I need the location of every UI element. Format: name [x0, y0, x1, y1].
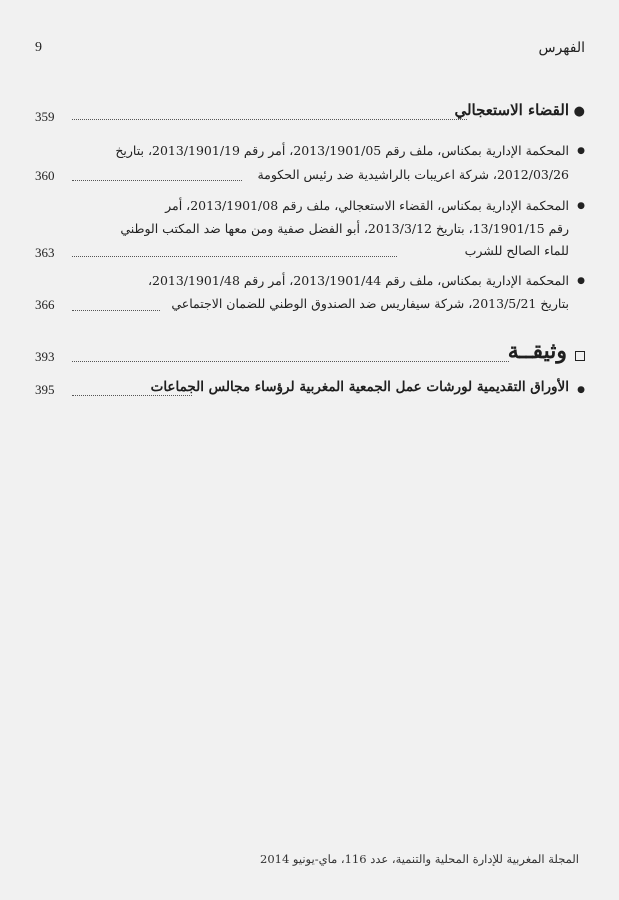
- toc-leader-dots: [72, 180, 242, 181]
- toc-leader-dots: [72, 119, 467, 120]
- checkbox-square-icon: [575, 351, 585, 361]
- toc-entry-title: الأوراق التقديمية لورشات عمل الجمعية المغربية لرؤساء مجالس الجماعات: [150, 379, 569, 395]
- page-number: 9: [35, 40, 42, 55]
- toc-leader-dots: [72, 395, 192, 396]
- toc-entry-line: بتاريخ 2013/5/21، شركة سيفاريس ضد الصندوق الوطني للضمان الاجتماعي: [171, 296, 569, 311]
- toc-page-number: 359: [35, 109, 55, 124]
- toc-entry-line: المحكمة الإدارية بمكناس، القضاء الاستعجالي، ملف رقم 2013/1901/08، أمر: [165, 198, 569, 213]
- toc-page-number: 360: [35, 168, 55, 183]
- toc-leader-dots: [72, 310, 160, 311]
- entry-bullet-icon: ●: [577, 276, 585, 286]
- section-bullet-icon: ●: [573, 104, 585, 119]
- toc-page-number: 363: [35, 245, 55, 260]
- toc-leader-dots: [72, 361, 509, 362]
- toc-leader-dots: [72, 256, 397, 257]
- section-heading-urgent-judiciary: القضاء الاستعجالي: [454, 101, 569, 119]
- entry-bullet-icon: ●: [577, 146, 585, 156]
- toc-page-number: 366: [35, 297, 55, 312]
- toc-entry-line: رقم 13/1901/15، بتاريخ 2013/3/12، أبو الفضل صفية ومن معها ضد المكتب الوطني: [120, 221, 569, 236]
- toc-entry-line: المحكمة الإدارية بمكناس، ملف رقم 2013/1901/05، أمر رقم 2013/1901/19، بتاريخ: [115, 143, 569, 158]
- toc-entry-line: للماء الصالح للشرب: [464, 243, 569, 258]
- toc-page-number: 393: [35, 349, 55, 364]
- section-heading-document: وثيقــة: [507, 338, 567, 364]
- running-header-title: الفهرس: [538, 40, 585, 56]
- toc-page-number: 395: [35, 382, 55, 397]
- toc-entry-line: المحكمة الإدارية بمكناس، ملف رقم 2013/1901/44، أمر رقم 2013/1901/48،: [147, 273, 569, 288]
- entry-bullet-icon: ●: [577, 385, 585, 395]
- journal-footer: المجلة المغربية للإدارة المحلية والتنمية، عدد 116، ماي-يونيو 2014: [260, 852, 579, 866]
- entry-bullet-icon: ●: [577, 201, 585, 211]
- toc-entry-line: 2012/03/26، شركة اعريبات بالراشيدية ضد رئيس الحكومة: [257, 167, 569, 182]
